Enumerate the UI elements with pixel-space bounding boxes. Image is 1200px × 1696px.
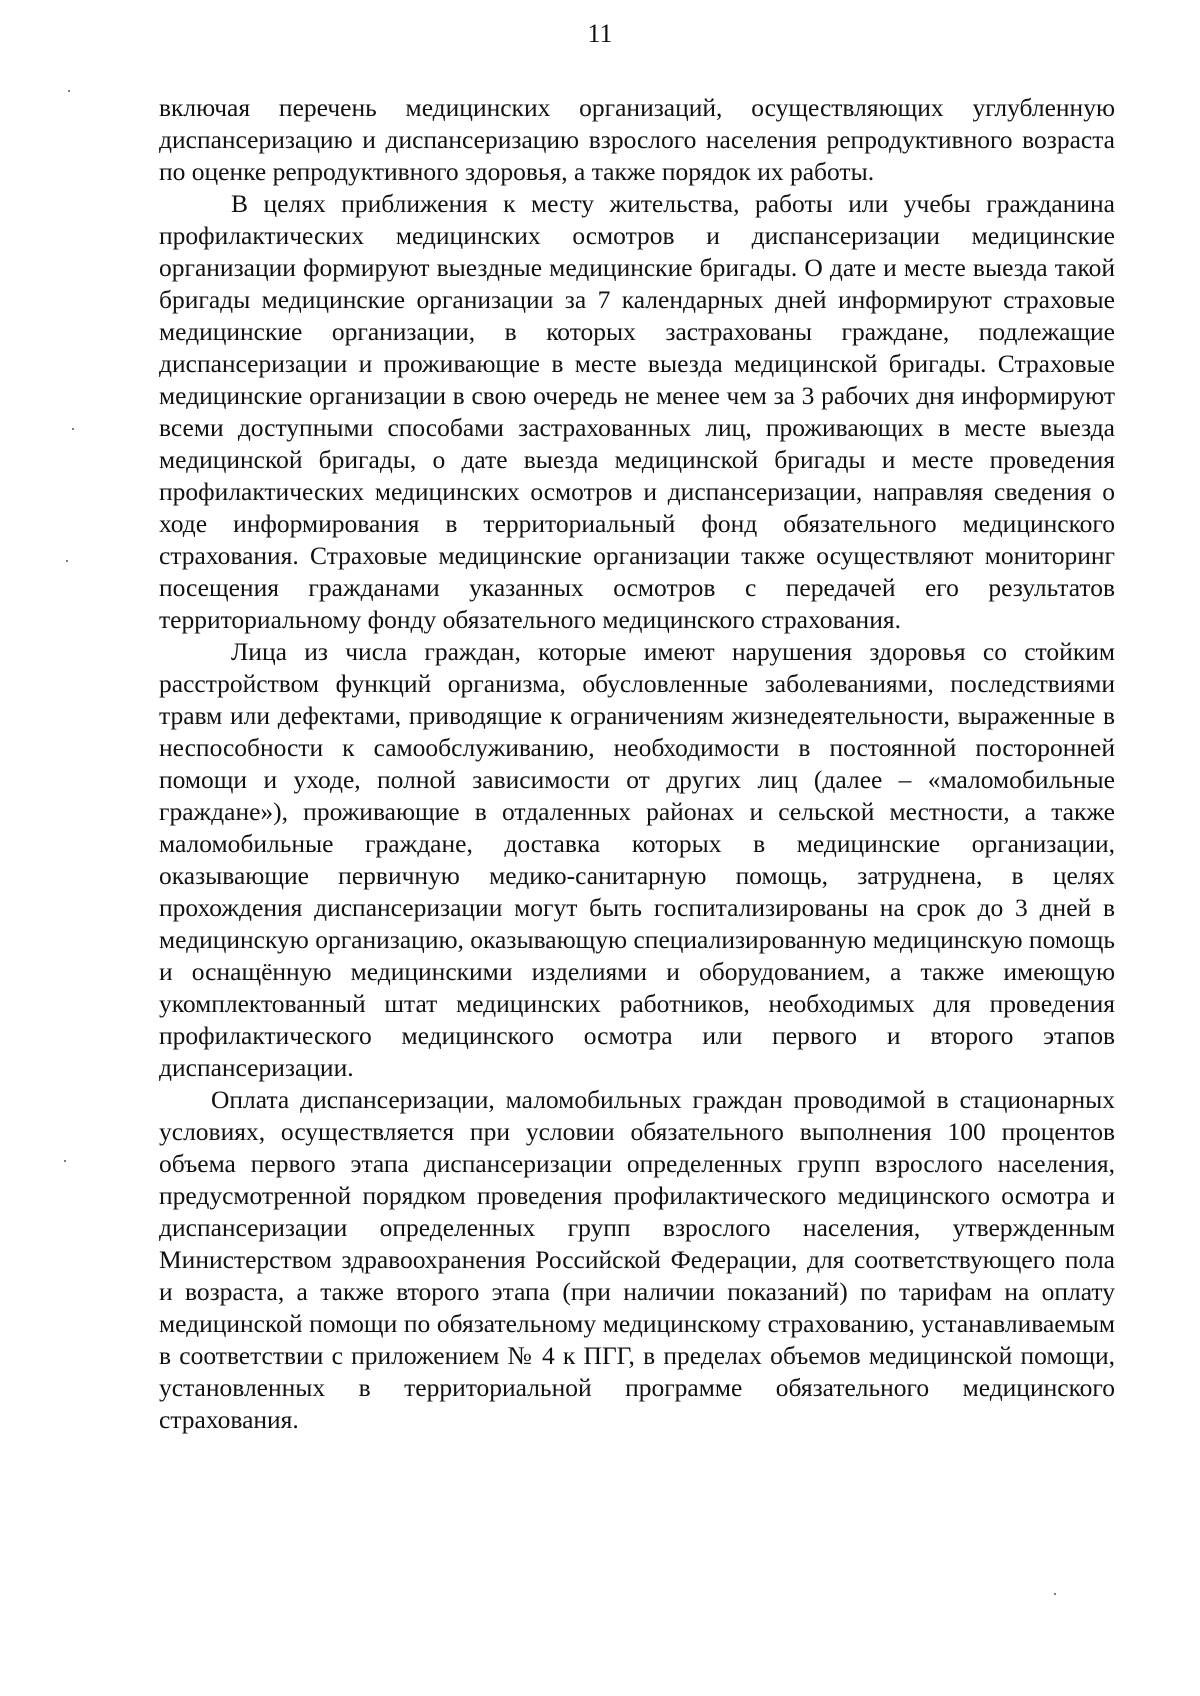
paragraph-payment-terms: Оплата диспансеризации, маломобильных граждан проводимой в стационарных условиях, осуществляется при условии обязательного выполнения 100 процентов объема первого этапа диспансеризации определенных групп взрослого населения, предусмотренной порядком проведения профилактического медицинского осмотра и диспансеризации определенных групп взрослого населения, утвержденным Министерством здравоохранения Российской Федерации, для соответствующего пола и возраста, а также второго этапа (при наличии показаний) по тарифам на оплату медицинской помощи по обязательному медицинскому страхованию, устанавливаемым в соответствии с приложением № 4 к ПГГ, в пределах объемов медицинской помощи, установленных в территориальной программе обязательного медицинского страхования. xyxy=(159,1085,1115,1434)
scan-speck xyxy=(66,560,68,562)
document-body xyxy=(159,92,1115,1436)
scan-speck xyxy=(68,90,70,92)
paragraph-low-mobility-citizens: Лица из числа граждан, которые имеют нарушения здоровья со стойким расстройством функций организма, обусловленные заболеваниями, последствиями травм или дефектами, приводящие к ограничениям жизнедеятельности, выраженные в неспособности к самообслуживанию, необходимости в постоянной посторонней помощи и уходе, полной зависимости от других лиц (далее – «маломобильные граждане»), проживающие в отдаленных районах и сельской местности, а также маломобильные граждане, доставка которых в медицинские организации, оказывающие первичную медико-санитарную помощь, затруднена, в целях прохождения диспансеризации могут быть госпитализированы на срок до 3 дней в медицинскую организацию, оказывающую специализированную медицинскую помощь и оснащённую медицинскими изделиями и оборудованием, а также имеющую укомплектованный штат медицинских работников, необходимых для проведения профилактического медицинского осмотра или первого и второго этапов диспансеризации. xyxy=(159,637,1115,1082)
paragraph-continuation: включая перечень медицинских организаций, осуществляющих углубленную диспансеризацию и диспансеризацию взрослого населения репродуктивного возраста по оценке репродуктивного здоровья, а также порядок их работы. xyxy=(159,93,1115,186)
scan-speck xyxy=(64,1160,66,1162)
paragraph-mobile-teams: В целях приближения к месту жительства, работы или учебы гражданина профилактических медицинских осмотров и диспансеризации медицинские организации формируют выездные медицинские бригады. О дате и месте выезда такой бригады медицинские организации за 7 календарных дней информируют страховые медицинские организации, в которых застрахованы граждане, подлежащие диспансеризации и проживающие в месте выезда медицинской бригады. Страховые медицинские организации в свою очередь не менее чем за 3 рабочих дня информируют всеми доступными способами застрахованных лиц, проживающих в месте выезда медицинской бригады, о дате выезда медицинской бригады и месте проведения профилактических медицинских осмотров и диспансеризации, направляя сведения о ходе информирования в территориальный фонд обязательного медицинского страхования. Страховые медицинские организации также осуществляют мониторинг посещения гражданами указанных осмотров с передачей его результатов территориальному фонду обязательного медицинского страхования. xyxy=(159,189,1115,634)
scan-speck xyxy=(1054,1593,1056,1595)
scan-speck xyxy=(72,428,74,430)
page-number: 11 xyxy=(587,19,613,48)
